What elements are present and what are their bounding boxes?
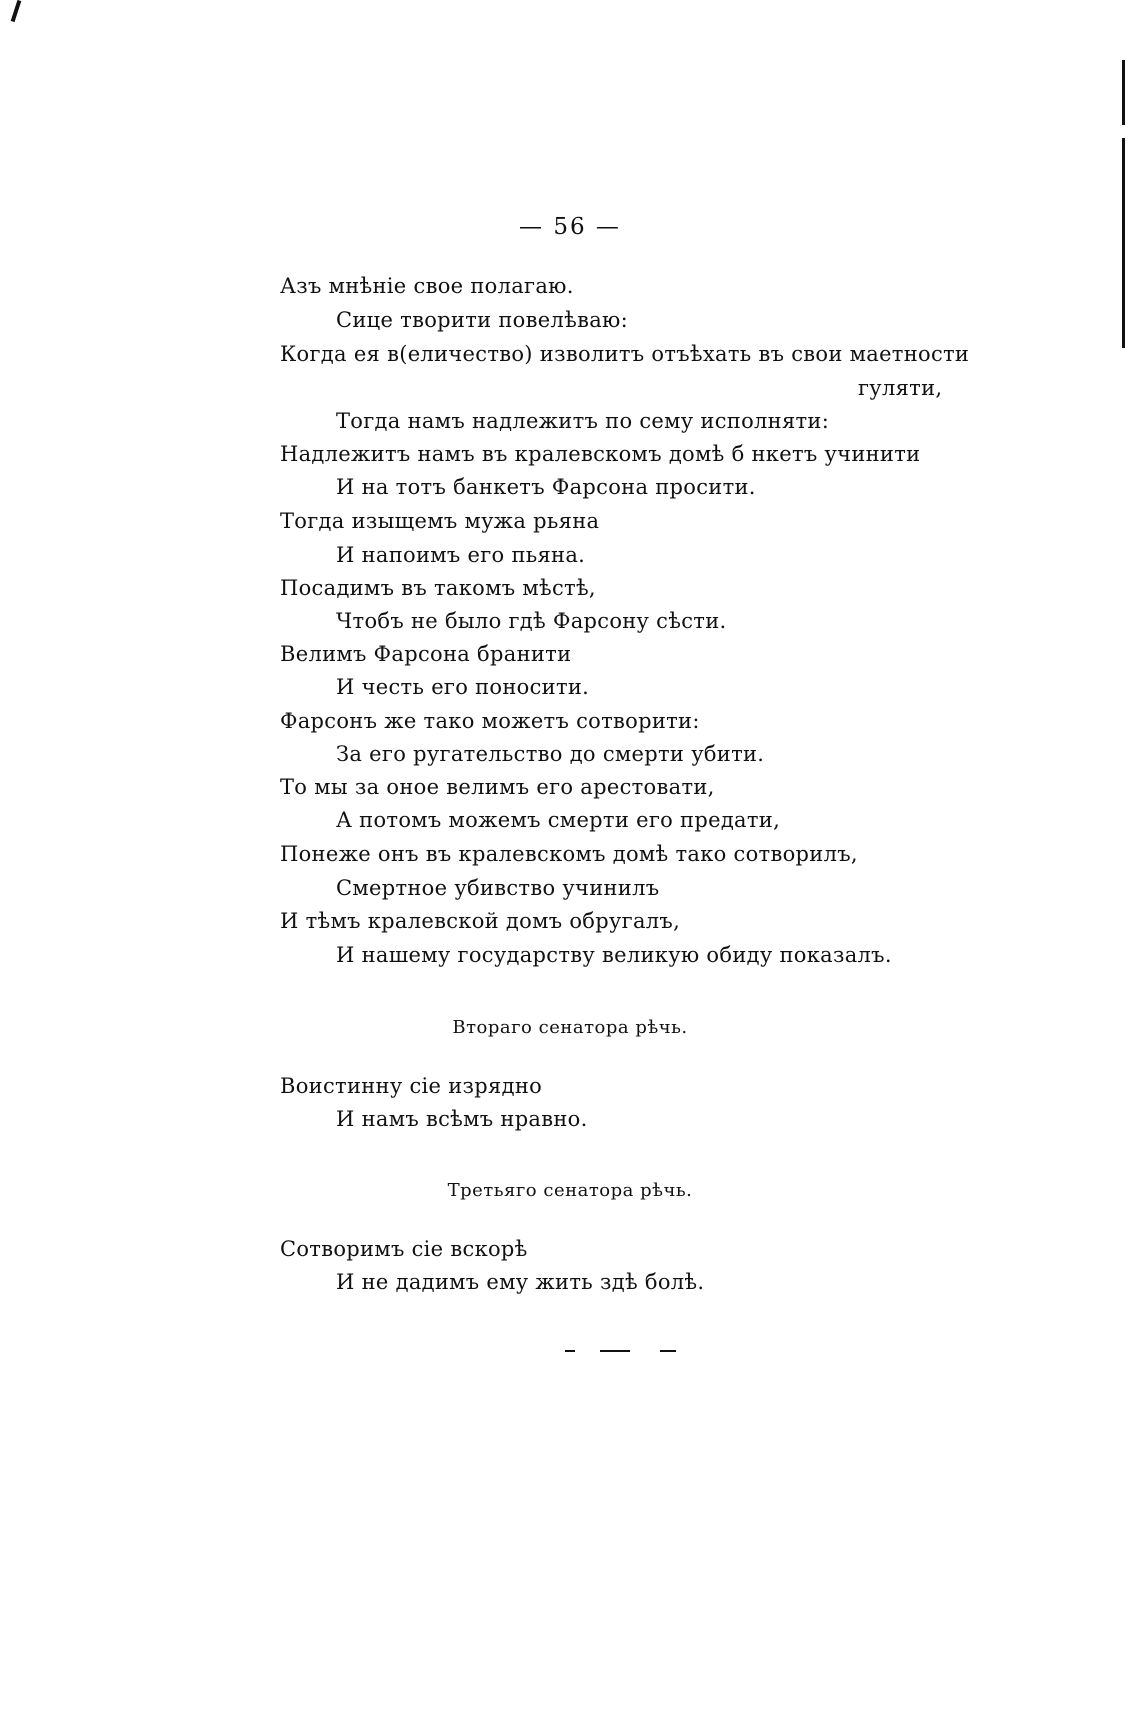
text-line: Сице творити повелѣваю: [336,308,628,332]
text-line: Сотворимъ сіе вскорѣ [280,1237,528,1261]
scan-edge-line-2 [1122,138,1125,348]
text-line: Воистинну сіе изрядно [280,1074,543,1098]
text-line: Посадимъ въ такомъ мѣстѣ, [280,576,596,600]
text-line: И на тотъ банкетъ Фарсона просити. [336,475,756,499]
text-line: Фарсонъ же тако можетъ сотворити: [280,709,700,733]
page-number: — 56 — [519,214,621,240]
text-line: И напоимъ его пьяна. [336,543,586,567]
text-line: А потомъ можемъ смерти его предати, [336,808,781,832]
text-line: И честь его поносити. [336,675,590,699]
text-line: Понеже онъ въ кралевскомъ домѣ тако сотворилъ, [280,842,858,866]
ornamental-rule [660,1350,676,1352]
ornamental-rule [600,1350,630,1352]
scan-corner-mark [11,0,22,22]
text-line: И тѣмъ кралевской домъ обругалъ, [280,909,681,933]
text-line: Тогда намъ надлежитъ по сему исполняти: [336,409,830,433]
text-line: За его ругательство до смерти убити. [336,742,765,766]
text-line: Чтобъ не было гдѣ Фарсону сѣсти. [336,609,727,633]
ornamental-rule [565,1350,575,1352]
text-line: Велимъ Фарсона бранити [280,642,572,666]
scan-edge-line-1 [1122,60,1125,125]
text-line: Когда ея в(еличество) изволитъ отъѣхать въ свои маетности [280,342,970,366]
text-line: И нашему государству великую обиду показалъ. [336,943,892,967]
text-line: Смертное убивство учинилъ [336,876,660,900]
text-line: Тогда изыщемъ мужа рьяна [280,509,600,533]
text-line: И намъ всѣмъ нравно. [336,1107,588,1131]
text-line: То мы за оное велимъ его арестовати, [280,775,715,799]
text-line: Азъ мнѣніе свое полагаю. [280,274,574,298]
section-heading: Третьяго сенатора рѣчь. [447,1180,693,1201]
section-heading: Вторaго сенатора рѣчь. [452,1017,688,1038]
text-line: гуляти, [858,376,943,400]
text-line: Надлежитъ намъ въ кралевскомъ домѣ б нкетъ учинити [280,442,921,466]
text-line: И не дадимъ ему жить здѣ болѣ. [336,1270,705,1294]
